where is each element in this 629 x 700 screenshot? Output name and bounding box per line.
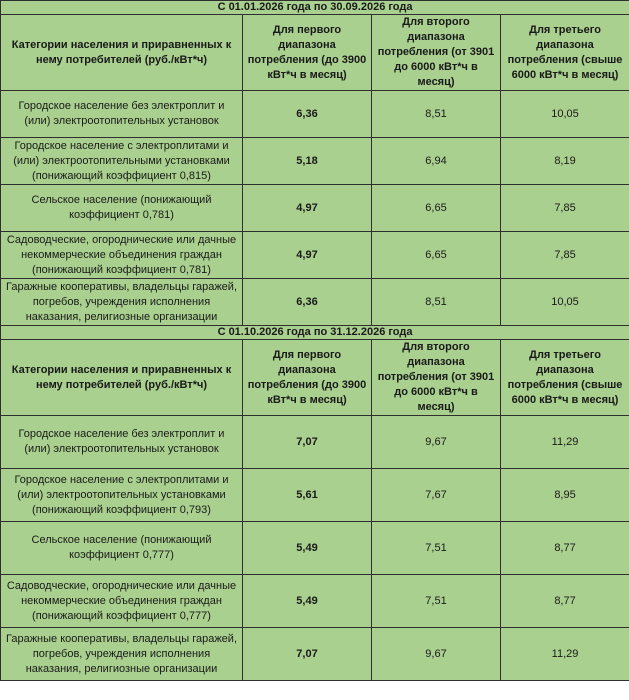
range1-value: 4,97 [243, 185, 372, 232]
row-category: Гаражные кооперативы, владельцы гаражей, погребов, учреждения исполнения наказания, религиозные организации [1, 628, 243, 681]
row-category: Сельское население (понижающий коэффициент 0,777) [1, 522, 243, 575]
period-title-row [1, 326, 629, 340]
table-row [1, 185, 629, 232]
table-row [1, 575, 629, 628]
range3-column-header: Для третьего диапазона потребления (свыше 6000 кВт*ч в месяц) [501, 340, 629, 416]
table-row [1, 138, 629, 185]
row-category: Городское население без электроплит и (или) электроотопительных установок [1, 91, 243, 138]
table-row [1, 279, 629, 326]
range1-value: 5,18 [243, 138, 372, 185]
range1-value: 6,36 [243, 91, 372, 138]
range3-value: 11,29 [501, 416, 629, 469]
range3-value: 8,77 [501, 575, 629, 628]
row-category: Городское население с электроплитами и (или) электроотопительными установками (понижающий коэффициент 0,815) [1, 138, 243, 185]
range2-value: 7,67 [372, 469, 501, 522]
row-category: Гаражные кооперативы, владельцы гаражей, погребов, учреждения исполнения наказания, религиозные организации [1, 279, 243, 326]
row-category: Сельское население (понижающий коэффициент 0,781) [1, 185, 243, 232]
range2-column-header: Для второго диапазона потребления (от 3901 до 6000 кВт*ч в месяц) [372, 15, 501, 91]
range3-value: 8,19 [501, 138, 629, 185]
table-row [1, 416, 629, 469]
range3-value: 7,85 [501, 232, 629, 279]
table-header-row [1, 15, 629, 91]
range2-value: 6,65 [372, 232, 501, 279]
category-column-header: Категории населения и приравненных к нему потребителей (руб./кВт*ч) [1, 15, 243, 91]
range2-value: 7,51 [372, 522, 501, 575]
range2-value: 8,51 [372, 91, 501, 138]
range1-value: 5,61 [243, 469, 372, 522]
table-row [1, 232, 629, 279]
range3-value: 11,29 [501, 628, 629, 681]
range3-value: 7,85 [501, 185, 629, 232]
table-row [1, 628, 629, 681]
table-header-row [1, 340, 629, 416]
table-row [1, 469, 629, 522]
range1-column-header: Для первого диапазона потребления (до 3900 кВт*ч в месяц) [243, 15, 372, 91]
row-category: Садоводческие, огороднические или дачные некоммерческие объединения граждан (понижающий коэффициент 0,781) [1, 232, 243, 279]
range2-value: 6,94 [372, 138, 501, 185]
row-category: Городское население с электроплитами и (или) электроотопительных установками (понижающий коэффициент 0,793) [1, 469, 243, 522]
range1-value: 5,49 [243, 575, 372, 628]
row-category: Садоводческие, огороднические или дачные некоммерческие объединения граждан (понижающий коэффициент 0,777) [1, 575, 243, 628]
range2-value: 9,67 [372, 628, 501, 681]
range2-value: 9,67 [372, 416, 501, 469]
category-column-header: Категории населения и приравненных к нему потребителей (руб./кВт*ч) [1, 340, 243, 416]
range1-value: 4,97 [243, 232, 372, 279]
range1-value: 7,07 [243, 416, 372, 469]
range2-value: 7,51 [372, 575, 501, 628]
range2-value: 6,65 [372, 185, 501, 232]
range1-value: 6,36 [243, 279, 372, 326]
range3-column-header: Для третьего диапазона потребления (свыше 6000 кВт*ч в месяц) [501, 15, 629, 91]
range3-value: 8,95 [501, 469, 629, 522]
range2-value: 8,51 [372, 279, 501, 326]
period-title: С 01.01.2026 года по 30.09.2026 года [1, 1, 629, 15]
table-row [1, 522, 629, 575]
range3-value: 8,77 [501, 522, 629, 575]
row-category: Городское население без электроплит и (или) электроотопительных установок [1, 416, 243, 469]
range2-column-header: Для второго диапазона потребления (от 3901 до 6000 кВт*ч в месяц) [372, 340, 501, 416]
period-title: С 01.10.2026 года по 31.12.2026 года [1, 326, 629, 340]
period-title-row [1, 1, 629, 15]
range3-value: 10,05 [501, 91, 629, 138]
range1-column-header: Для первого диапазона потребления (до 3900 кВт*ч в месяц) [243, 340, 372, 416]
range1-value: 5,49 [243, 522, 372, 575]
range1-value: 7,07 [243, 628, 372, 681]
range3-value: 10,05 [501, 279, 629, 326]
table-row [1, 91, 629, 138]
